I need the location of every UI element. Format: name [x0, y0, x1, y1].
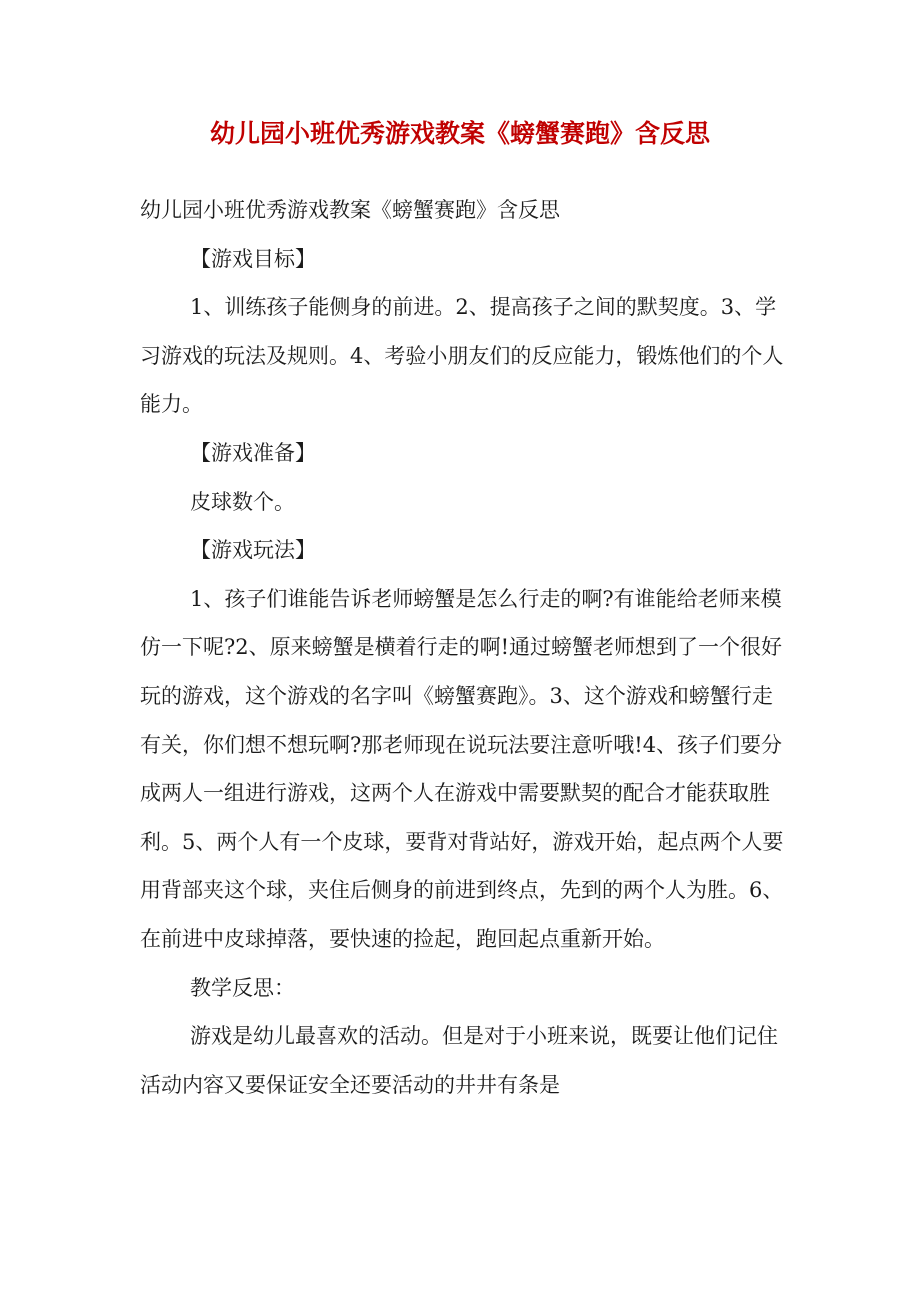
play-heading: 【游戏玩法】 — [190, 538, 316, 563]
goal-heading: 【游戏目标】 — [190, 246, 316, 271]
reflect-paragraph: 游戏是幼儿最喜欢的活动。但是对于小班来说，既要让他们记住活动内容又要保证安全还要活动的井井有条是 — [140, 1024, 778, 1097]
document-body — [140, 186, 790, 1109]
document-title: 幼儿园小班优秀游戏教案《螃蟹赛跑》含反思 — [209, 119, 710, 148]
play-paragraph: 1、孩子们谁能告诉老师螃蟹是怎么行走的啊?有谁能给老师来模仿一下呢?2、原来螃蟹是横着行走的啊!通过螃蟹老师想到了一个很好玩的游戏，这个游戏的名字叫《螃蟹赛跑》。3、这个游戏和螃蟹行走有关，你们想不想玩啊?那老师现在说玩法要注意听哦!4、孩子们要分成两人一组进行游戏，这两个人在游戏中需要默契的配合才能获取胜利。5、两个人有一个皮球，要背对背站好，游戏开始，起点两个人要用背部夹这个球，夹住后侧身的前进到终点，先到的两个人为胜。6、在前进中皮球掉落，要快速的捡起，跑回起点重新开始。 — [140, 586, 784, 951]
prep-heading: 【游戏准备】 — [190, 440, 316, 465]
prep-paragraph: 皮球数个。 — [190, 489, 295, 514]
goal-paragraph: 1、训练孩子能侧身的前进。2、提高孩子之间的默契度。3、学习游戏的玩法及规则。4、考验小朋友们的反应能力，锻炼他们的个人能力。 — [140, 295, 784, 417]
reflect-heading: 教学反思： — [190, 975, 295, 1000]
document-subtitle: 幼儿园小班优秀游戏教案《螃蟹赛跑》含反思 — [140, 198, 560, 222]
